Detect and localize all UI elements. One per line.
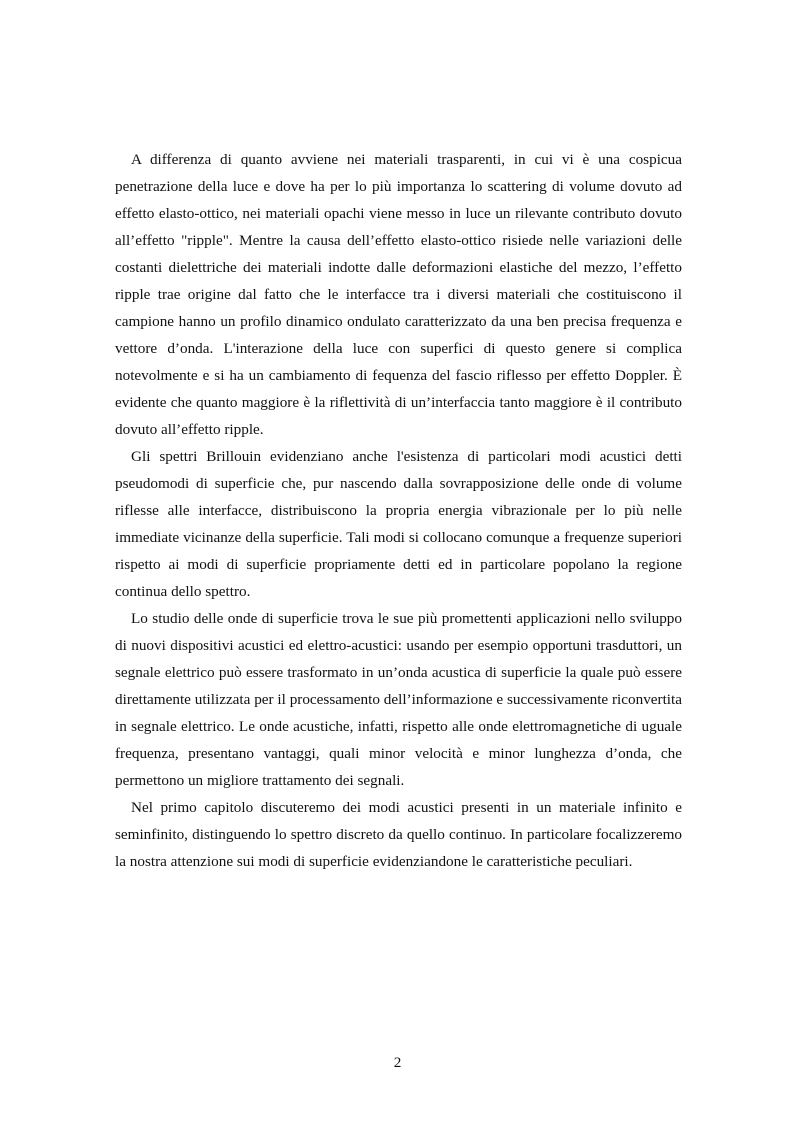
page-number: 2 [393,1054,402,1071]
paragraph-4: Nel primo capitolo discuteremo dei modi acustici presenti in un materiale infinito e seminfinito, distinguendo lo spettro discreto da quello continuo. In particolare focalizzeremo la nostra attenzione sui modi di superficie evidenziandone le caratteristiche peculiari. [115,799,682,870]
paragraph-3: Lo studio delle onde di superficie trova le sue più promettenti applicazioni nello sviluppo di nuovi dispositivi acustici ed elettro-acustici: usando per esempio opportuni trasduttori, un segnale elettrico può essere trasformato in un’onda acustica di superficie la quale può essere direttamente utilizzata per il processamento dell’informazione e successivamente riconvertita in segnale elettrico. Le onde acustiche, infatti, rispetto alle onde elettromagnetiche di uguale frequenza, presentano vantaggi, quali minor velocità e minor lunghezza d’onda, che permettono un migliore trattamento dei segnali. [115,610,682,789]
paragraph-2: Gli spettri Brillouin evidenziano anche l'esistenza di particolari modi acustici detti pseudomodi di superficie che, pur nascendo dalla sovrapposizione delle onde di volume riflesse alle interfacce, distribuiscono la propria energia vibrazionale per lo più nelle immediate vicinanze della superficie. Tali modi si collocano comunque a frequenze superiori rispetto ai modi di superficie propriamente detti ed in particolare popolano la regione continua dello spettro. [115,448,682,600]
page-body [115,146,682,875]
paragraph-1: A differenza di quanto avviene nei materiali trasparenti, in cui vi è una cospicua penetrazione della luce e dove ha per lo più importanza lo scattering di volume dovuto ad effetto elasto-ottico, nei materiali opachi viene messo in luce un rilevante contributo dovuto all’effetto "ripple". Mentre la causa dell’effetto elasto-ottico risiede nelle variazioni delle costanti dielettriche dei materiali indotte dalle deformazioni elastiche del mezzo, l’effetto ripple trae origine dal fatto che le interfacce tra i diversi materiali che costituiscono il campione hanno un profilo dinamico ondulato caratterizzato da una ben precisa frequenza e vettore d’onda. L'interazione della luce con superfici di questo genere si complica notevolmente e si ha un cambiamento di fequenza del fascio riflesso per effetto Doppler. È evidente che quanto maggiore è la riflettività di un’interfaccia tanto maggiore è il contributo dovuto all’effetto ripple. [115,151,682,438]
